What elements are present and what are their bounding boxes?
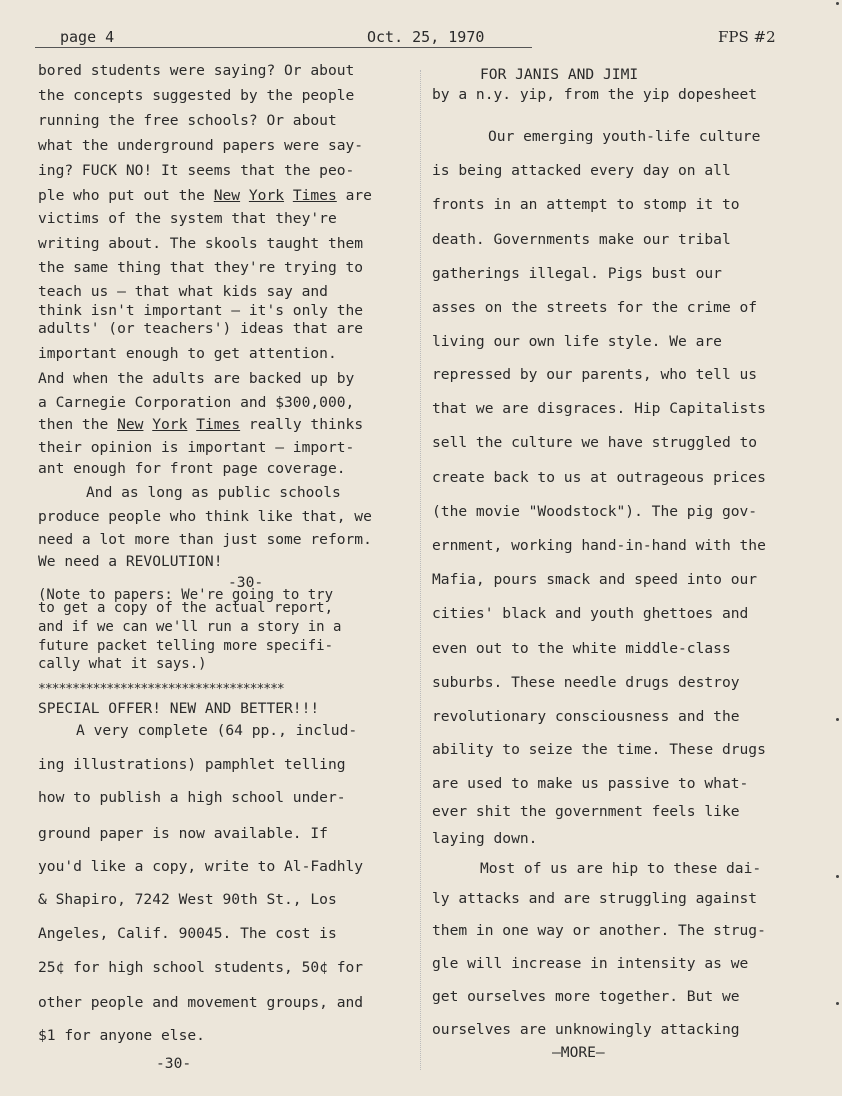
text-line: think isn't important — it's only the (38, 302, 364, 319)
article-title: FOR JANIS AND JIMI (480, 66, 639, 83)
text-line: repressed by our parents, who tell us (432, 366, 758, 383)
text-line: writing about. The skools taught them (38, 235, 364, 252)
text-line: Mafia, pours smack and speed into our (432, 571, 758, 588)
end-mark: -30- (156, 1055, 192, 1072)
text-line: sell the culture we have struggled to (432, 434, 758, 451)
note-line: future packet telling more specifi- (38, 638, 334, 654)
text-line: them in one way or another. The strug- (432, 922, 766, 939)
margin-speck (836, 2, 839, 5)
text-line: is being attacked every day on all (432, 162, 731, 179)
text-line: produce people who think like that, we (38, 508, 372, 525)
margin-speck (836, 718, 839, 721)
text-line: And as long as public schools (86, 484, 341, 501)
text-line: then the New York Times really thinks (38, 416, 364, 433)
text-line: A very complete (64 pp., includ- (76, 722, 358, 739)
margin-speck (836, 1002, 839, 1005)
offer-heading: SPECIAL OFFER! NEW AND BETTER!!! (38, 700, 320, 717)
text-line: ever shit the government feels like (432, 803, 740, 820)
note-line: and if we can we'll run a story in a (38, 619, 342, 635)
text-line: are used to make us passive to what- (432, 775, 749, 792)
text-line: ing? FUCK NO! It seems that the peo- (38, 162, 355, 179)
text-line: the concepts suggested by the people (38, 87, 355, 104)
more-mark: —MORE— (552, 1044, 605, 1061)
page-number: page 4 (60, 28, 115, 46)
text-line: death. Governments make our tribal (432, 231, 731, 248)
text-line: bored students were saying? Or about (38, 62, 355, 79)
text-line: what the underground papers were say- (38, 137, 364, 154)
byline: by a n.y. yip, from the yip dopesheet (432, 86, 758, 103)
issue-label: FPS #2 (718, 28, 776, 46)
text-line: victims of the system that they're (38, 210, 337, 227)
text-line: adults' (or teachers') ideas that are (38, 320, 364, 337)
text-line: teach us — that what kids say and (38, 283, 328, 300)
text-line: ing illustrations) pamphlet telling (38, 756, 346, 773)
text-line: running the free schools? Or about (38, 112, 337, 129)
note-line: cally what it says.) (38, 656, 207, 672)
text-line: & Shapiro, 7242 West 90th St., Los (38, 891, 337, 908)
text-line: (the movie "Woodstock"). The pig gov- (432, 503, 758, 520)
text-line: need a lot more than just some reform. (38, 531, 372, 548)
text-line: gle will increase in intensity as we (432, 955, 749, 972)
text-line: ple who put out the New York Times are (38, 187, 372, 204)
text-line: you'd like a copy, write to Al-Fadhly (38, 858, 364, 875)
text-line: asses on the streets for the crime of (432, 299, 758, 316)
text-line: the same thing that they're trying to (38, 259, 364, 276)
text-line: Most of us are hip to these dai- (480, 860, 762, 877)
text-line: ability to seize the time. These drugs (432, 741, 766, 758)
header-rule (35, 47, 532, 48)
text-line: Our emerging youth-life culture (488, 128, 761, 145)
date: Oct. 25, 1970 (367, 28, 485, 46)
text-line: ly attacks and are struggling against (432, 890, 758, 907)
note-line: to get a copy of the actual report, (38, 600, 334, 616)
text-line: ant enough for front page coverage. (38, 460, 346, 477)
text-line: gatherings illegal. Pigs bust our (432, 265, 722, 282)
text-line: how to publish a high school under- (38, 789, 346, 806)
text-line: Angeles, Calif. 90045. The cost is (38, 925, 337, 942)
end-mark: -30- (228, 574, 264, 591)
note-line: (Note to papers: We're going to try (38, 587, 334, 603)
text-line: that we are disgraces. Hip Capitalists (432, 400, 766, 417)
text-line: other people and movement groups, and (38, 994, 364, 1011)
margin-speck (836, 875, 839, 878)
text-line: 25¢ for high school students, 50¢ for (38, 959, 364, 976)
text-line: fronts in an attempt to stomp it to (432, 196, 740, 213)
column-divider (420, 70, 421, 1070)
asterisk-divider: ************************************ (38, 682, 284, 697)
text-line: ourselves are unknowingly attacking (432, 1021, 740, 1038)
text-line: even out to the white middle-class (432, 640, 731, 657)
text-line: important enough to get attention. (38, 345, 337, 362)
text-line: create back to us at outrageous prices (432, 469, 766, 486)
text-line: ground paper is now available. If (38, 825, 328, 842)
text-line: get ourselves more together. But we (432, 988, 740, 1005)
text-line: revolutionary consciousness and the (432, 708, 740, 725)
text-line: suburbs. These needle drugs destroy (432, 674, 740, 691)
text-line: their opinion is important — import- (38, 439, 355, 456)
text-line: $1 for anyone else. (38, 1027, 205, 1044)
text-line: ernment, working hand-in-hand with the (432, 537, 766, 554)
text-line: living our own life style. We are (432, 333, 722, 350)
text-line-with-underlined-title (38, 187, 372, 204)
text-line: We need a REVOLUTION! (38, 553, 223, 570)
text-line: cities' black and youth ghettoes and (432, 605, 749, 622)
text-line: laying down. (432, 830, 538, 847)
text-line: a Carnegie Corporation and $300,000, (38, 394, 355, 411)
text-line: And when the adults are backed up by (38, 370, 355, 387)
